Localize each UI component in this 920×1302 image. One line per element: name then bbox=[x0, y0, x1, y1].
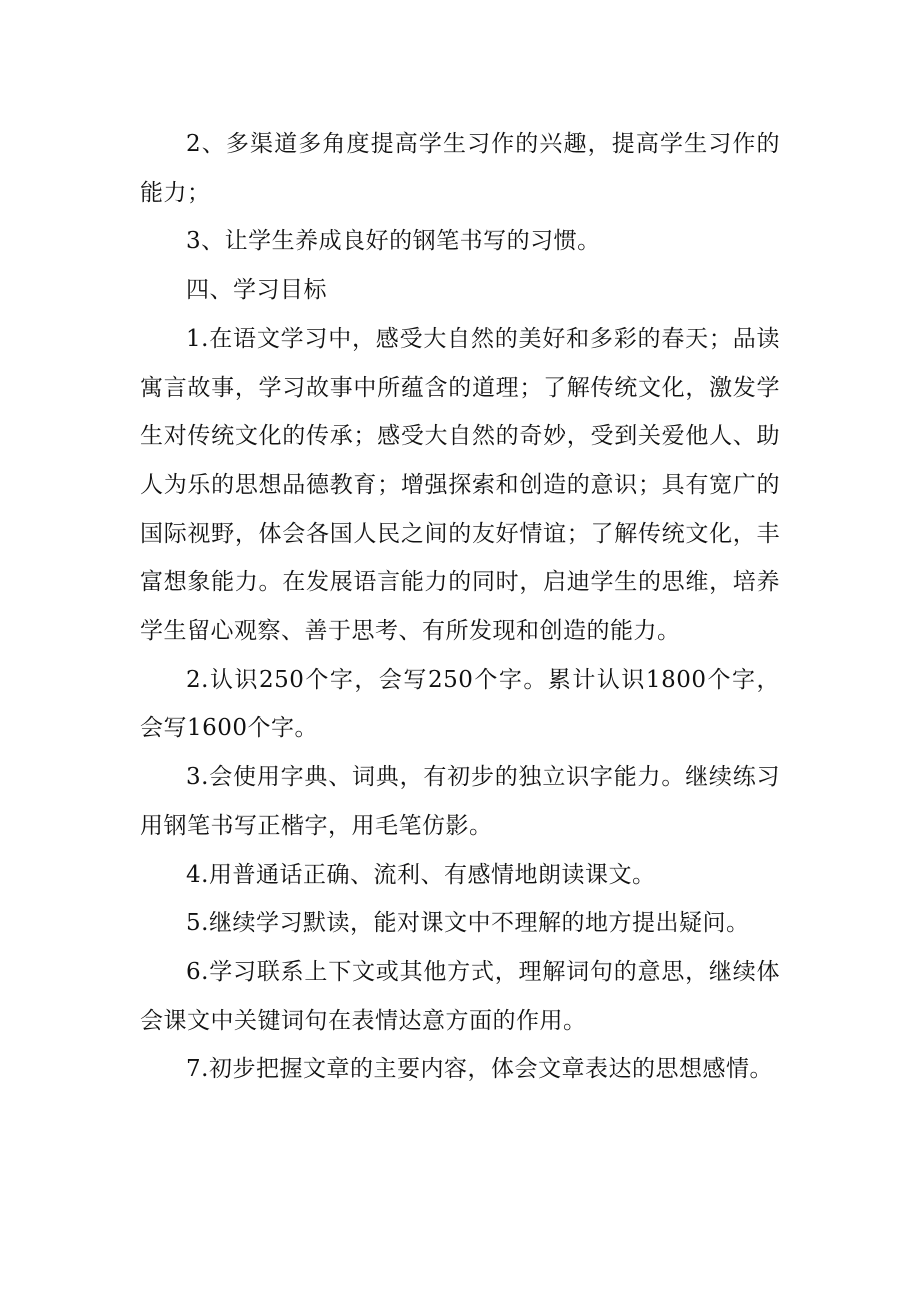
paragraph-goal-3: 3、让学生养成良好的钢笔书写的习惯。 bbox=[186, 228, 601, 255]
paragraph-objective-6: 6.学习联系上下文或其他方式，理解词句的意思，继续体会课文中关键词句在表情达意方面的作用。 bbox=[140, 958, 780, 1034]
section-heading-learning-goals: 四、学习目标 bbox=[186, 277, 327, 304]
paragraph-objective-2: 2.认识250个字，会写250个字。累计认识1800个字，会写1600个字。 bbox=[140, 666, 780, 742]
paragraph-objective-4: 4.用普通话正确、流利、有感情地朗读课文。 bbox=[186, 861, 656, 888]
paragraph-objective-5: 5.继续学习默读，能对课文中不理解的地方提出疑问。 bbox=[186, 910, 750, 937]
paragraph-objective-1: 1.在语文学习中，感受大自然的美好和多彩的春天；品读寓言故事，学习故事中所蕴含的道理；了解传统文化，激发学生对传统文化的传承；感受大自然的奇妙，受到关爱他人、助人为乐的思想品德教育；增强探索和创造的意识；具有宽广的国际视野，体会各国人民之间的友好情谊；了解传统文化，丰富想象能力。在发展语言能力的同时，启迪学生的思维，培养学生留心观察、善于思考、有所发现和创造的能力。 bbox=[140, 325, 780, 645]
paragraph-objective-3: 3.会使用字典、词典，有初步的独立识字能力。继续练习用钢笔书写正楷字，用毛笔仿影。 bbox=[140, 764, 780, 839]
paragraph-goal-2: 2、多渠道多角度提高学生习作的兴趣，提高学生习作的能力； bbox=[140, 131, 780, 206]
document-body bbox=[140, 120, 780, 1094]
paragraph-objective-7: 7.初步把握文章的主要内容，体会文章表达的思想感情。 bbox=[186, 1056, 773, 1083]
